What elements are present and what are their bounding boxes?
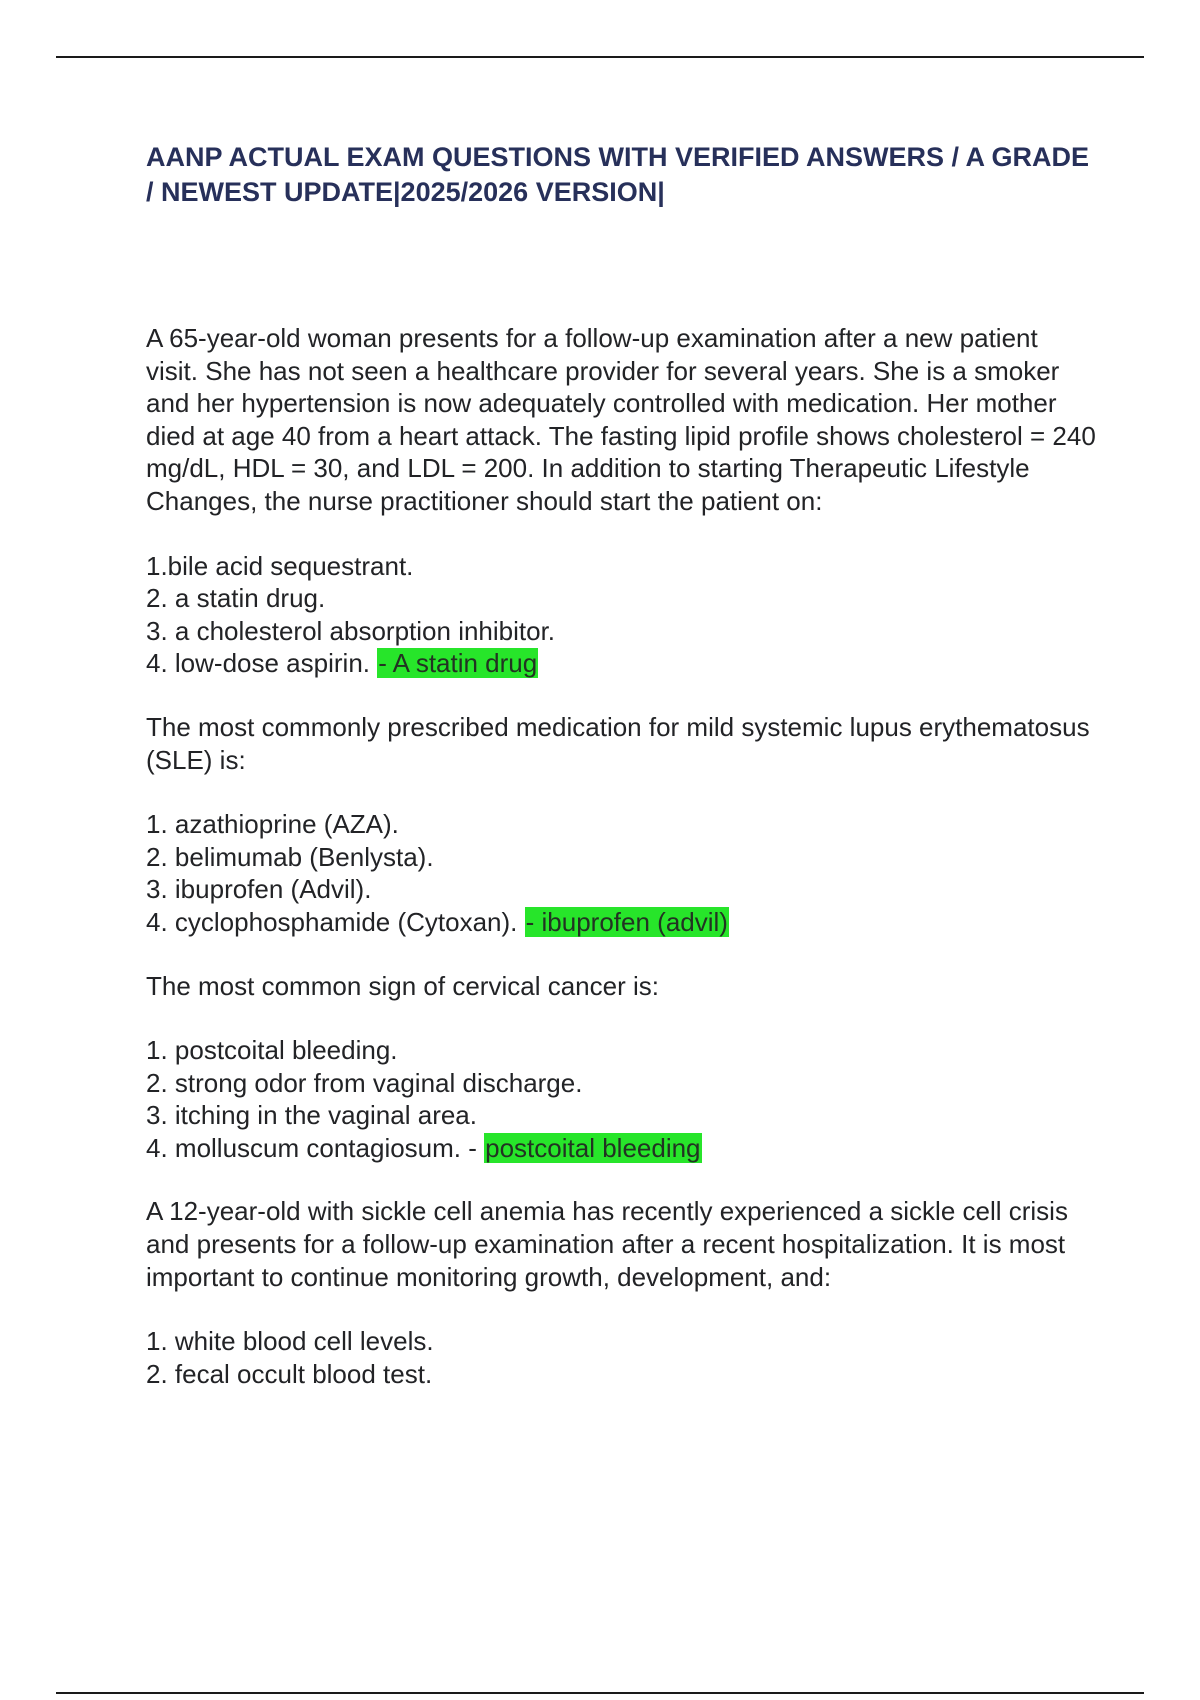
option-item: 2. fecal occult blood test. [146, 1358, 433, 1389]
document-title: AANP ACTUAL EXAM QUESTIONS WITH VERIFIED ANSWERS / A GRADE / NEWEST UPDATE|2025/2026 VERSION| [146, 142, 1090, 207]
option-list [146, 808, 1096, 938]
option-item: 3. ibuprofen (Advil). [146, 874, 372, 905]
document-body [146, 140, 1096, 1421]
option-item: 2. belimumab (Benlysta). [146, 841, 434, 872]
option-item: 1. postcoital bleeding. [146, 1035, 398, 1066]
option-item: 3. itching in the vaginal area. [146, 1100, 477, 1131]
question-stem: The most common sign of cervical cancer is: [146, 970, 659, 1001]
option-list [146, 1325, 1096, 1390]
question-1 [146, 322, 1096, 680]
option-list [146, 550, 1096, 680]
option-item: 2. a statin drug. [146, 583, 326, 614]
option-item: 2. strong odor from vaginal discharge. [146, 1067, 583, 1098]
option-item: 1. azathioprine (AZA). [146, 809, 399, 840]
bottom-rule [56, 1692, 1144, 1694]
question-4 [146, 1195, 1096, 1390]
answer-highlight: - A statin drug [378, 648, 538, 679]
option-item: 1.bile acid sequestrant. [146, 550, 414, 581]
question-stem: A 65-year-old woman presents for a follow-up examination after a new patient visit. She has not seen a healthcare provider for several years. She is a smoker and her hypertension is now adequately controlled with medication. Her mother died at age 40 from a heart attack. The fasting lipid profile shows cholesterol = 240 mg/dL, HDL = 30, and LDL = 200. In addition to starting Therapeutic Lifestyle Changes, the nurse practitioner should start the patient on: [146, 323, 1096, 516]
option-item: 4. cyclophosphamide (Cytoxan). - ibuprofen (advil) [146, 906, 728, 937]
option-item: 4. low-dose aspirin. - A statin drug [146, 648, 538, 679]
top-rule [56, 56, 1144, 58]
option-list [146, 1034, 1096, 1164]
option-item: 3. a cholesterol absorption inhibitor. [146, 615, 556, 646]
question-2 [146, 711, 1096, 939]
option-item: 4. molluscum contagiosum. - postcoital bleeding [146, 1132, 701, 1163]
question-stem: A 12-year-old with sickle cell anemia has recently experienced a sickle cell crisis and presents for a follow-up examination after a recent hospitalization. It is most important to continue monitoring growth, development, and: [146, 1196, 1068, 1292]
question-3 [146, 970, 1096, 1165]
question-stem: The most commonly prescribed medication for mild systemic lupus erythematosus (SLE) is: [146, 711, 1090, 775]
option-item: 1. white blood cell levels. [146, 1326, 434, 1357]
answer-highlight: postcoital bleeding [485, 1132, 701, 1163]
answer-highlight: - ibuprofen (advil) [525, 906, 728, 937]
